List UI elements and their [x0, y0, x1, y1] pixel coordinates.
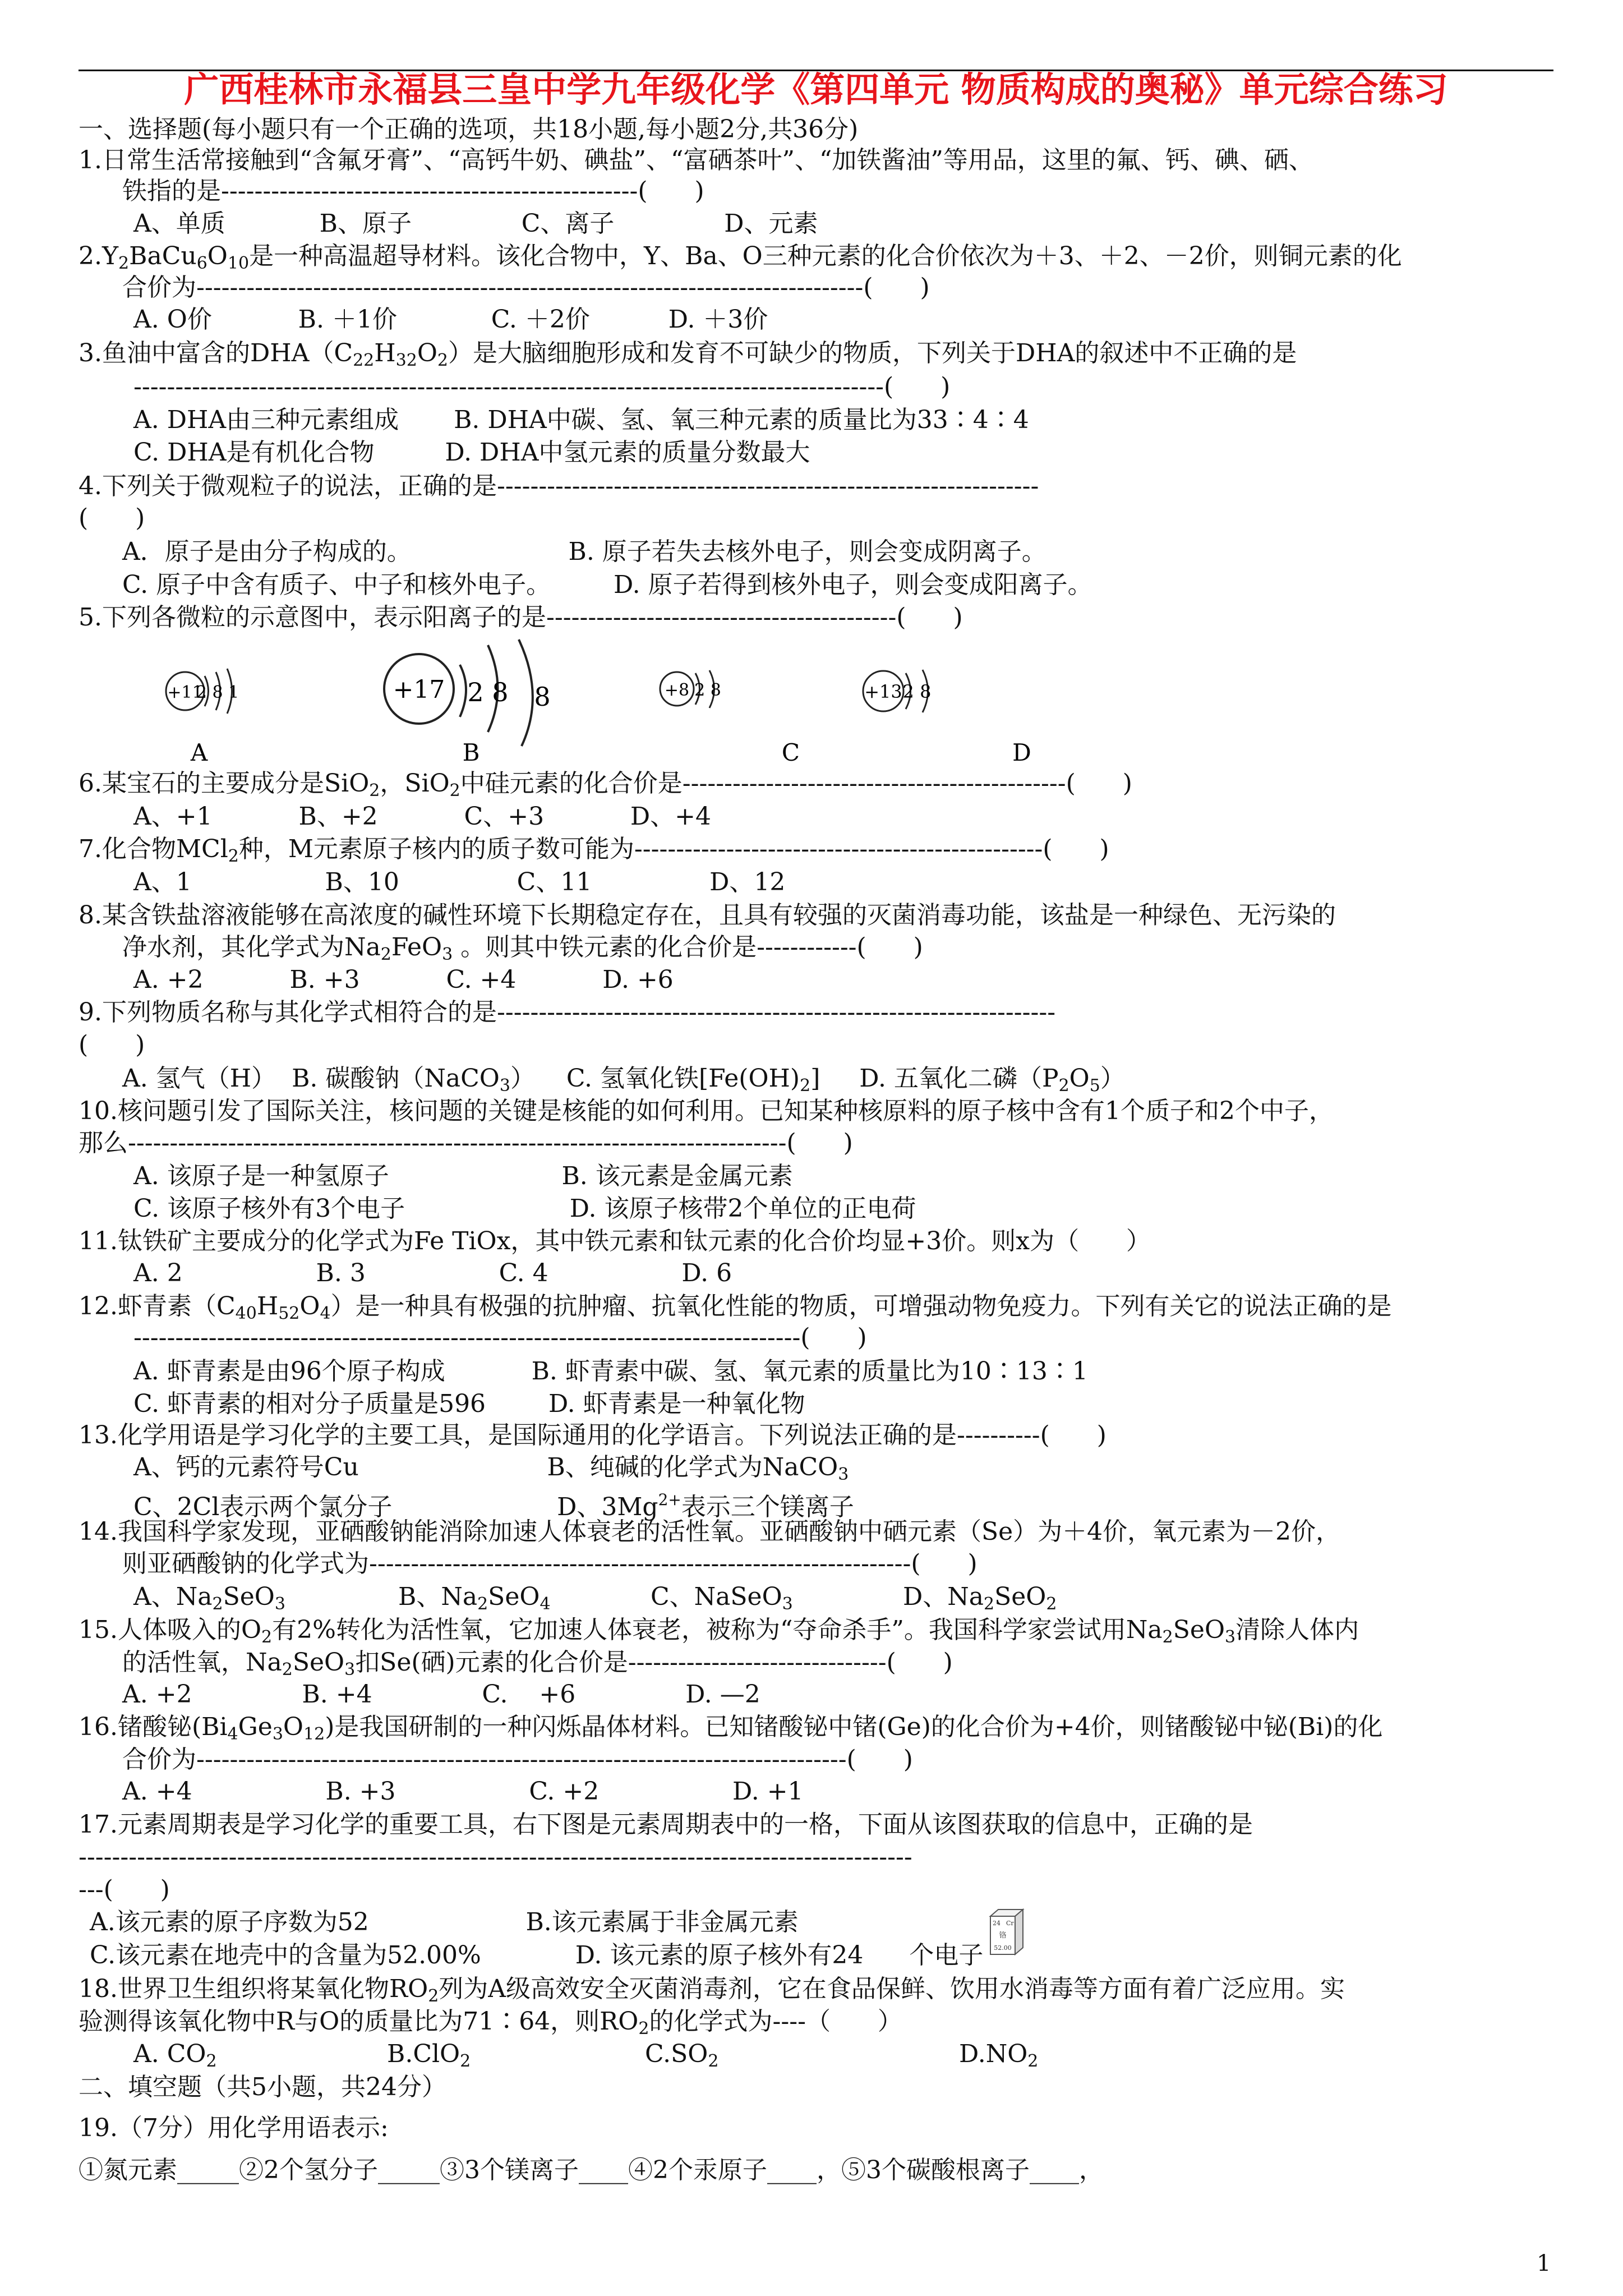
atom-d-nucleus: +13 [864, 681, 902, 702]
q16-stem: 16.锗酸铋$(Bi_4Ge_3O_{12})$是我国研制的一种闪烁晶体材料。已知锗酸铋中锗(Ge)的化合价为+4价，则锗酸铋中铋(Bi)的化 [79, 1713, 1383, 1744]
q9-stem-cont: ( ) [79, 1030, 145, 1059]
section-heading-choice: 一、选择题(每小题只有一个正确的选项，共18小题,每小题2分,共36分) [79, 115, 859, 144]
atom-a-shells: 2 8 1 [196, 683, 239, 702]
q11-stem: 11.钛铁矿主要成分的化学式为Fe TiOx，其中铁元素和钛元素的化合价均显+3价。则x为（ ） [79, 1227, 1151, 1255]
atom-diagram-a [166, 669, 239, 766]
q8-options: A. +2 B. +3 C. +4 D. +6 [133, 965, 674, 994]
q10-options-row1: A. 该原子是一种氢原子 B. 该元素是金属元素 [133, 1162, 793, 1190]
q15-stem-cont: 的活性氧，$Na_2SeO_3$扣Se(硒)元素的化合价是-------------------------------( ) [122, 1648, 953, 1680]
atom-d-shells: 2 8 [902, 681, 932, 702]
atom-b-shells: 2 8 [467, 677, 509, 707]
q6-options: A、+1 B、+2 C、+3 D、+4 [133, 802, 712, 831]
cell-name: 铬 [999, 1931, 1007, 1940]
q8-stem: 8.某含铁盐溶液能够在高浓度的碱性环境下长期稳定存在，且具有较强的灭菌消毒功能，该盐是一种绿色、无污染的 [79, 901, 1336, 930]
atom-diagram-d [863, 670, 1031, 766]
q3-stem-cont: ------------------------------------------------------------------------------------------( ) [133, 372, 951, 401]
periodic-table-cell [987, 1907, 1032, 1958]
q16-stem-cont: 合价为------------------------------------------------------------------------------( ) [122, 1745, 913, 1774]
title-rule [79, 70, 1553, 71]
q8-stem-cont: 净水剂，其化学式为$Na_2FeO_3$ 。则其中铁元素的化合价是------------( ) [122, 933, 923, 964]
q1-stem-cont: 铁指的是--------------------------------------------------( ) [122, 177, 704, 205]
q18-stem: 18.世界卫生组织将某氧化物$RO_2$列为A级高效安全灭菌消毒剂，它在食品保鲜、饮用水消毒等方面有着广泛应用。实 [79, 1975, 1345, 2006]
q7-options: A、1 B、10 C、11 D、12 [133, 868, 786, 896]
atom-b-outer-shell: 8 [534, 682, 551, 712]
q4-options-row2: C. 原子中含有质子、中子和核外电子。 D. 原子若得到核外电子，则会变成阳离子。 [122, 570, 1092, 599]
q12-options-row2: C. 虾青素的相对分子质量是596 D. 虾青素是一种氧化物 [133, 1389, 805, 1418]
q14-option-c: C、NaSeO$_3$ [651, 1582, 793, 1614]
q2-stem: $2.Y_2BaCu_6O_{10}$是一种高温超导材料。该化合物中，Y、Ba、O三种元素的化合价依次为＋3、＋2、－2价，则铜元素的化 [79, 242, 1402, 273]
q14-option-b: B、$Na_2SeO_4$ [398, 1582, 551, 1614]
q7-stem: 7.化合物MCl$_2$种，M元素原子核内的质子数可能为-------------------------------------------------( ) [79, 835, 1109, 866]
q12-stem: 12.虾青素$(C_{40}H_{52}O_4)$是一种具有极强的抗肿瘤、抗氧化性能的物质，可增强动物免疫力。下列有关它的说法正确的是 [79, 1292, 1392, 1323]
q2-options: A. O价 B. ＋1价 C. ＋2价 D. ＋3价 [133, 305, 768, 334]
q4-options-row1: A．原子是由分子构成的。 B. 原子若失去核外电子，则会变成阴离子。 [122, 537, 1046, 566]
q10-stem: 10.核问题引发了国际关注，核问题的关键是核能的如何利用。已知某种核原料的原子核中含有1个质子和2个中子， [79, 1097, 1334, 1125]
q6-stem: 6.某宝石的主要成分是SiO$_2$，SiO$_2$中硅元素的化合价是----------------------------------------------( ) [79, 769, 1132, 800]
q18-option-b: B.ClO$_2$ [387, 2040, 471, 2071]
cell-atomic-number: 24 [993, 1920, 1000, 1927]
q17-stem: 17.元素周期表是学习化学的重要工具，右下图是元素周期表中的一格，下面从该图获取的信息中，正确的是 [79, 1810, 1253, 1839]
q17-options-row1: A.该元素的原子序数为52 B.该元素属于非金属元素 [90, 1908, 799, 1936]
page-number: 1 [1537, 2251, 1551, 2276]
q14-option-d: D、$Na_2SeO_2$ [903, 1582, 1057, 1614]
q18-option-a: A. $CO_2$ [133, 2040, 217, 2071]
q17-stem-cont: ---------------------------------------------------------------------------------------------------- [79, 1843, 912, 1871]
atom-b-label: B [462, 739, 480, 766]
q12-stem-cont: --------------------------------------------------------------------------------( ) [133, 1323, 867, 1352]
q9-stem: 9.下列物质名称与其化学式相符合的是------------------------------------------------------------------- [79, 998, 1056, 1027]
q14-stem-cont: 则亚硒酸钠的化学式为-----------------------------------------------------------------( ) [122, 1549, 978, 1578]
q13-options-row1: A、钙的元素符号Cu B、纯碱的化学式为NaCO$_3$ [133, 1453, 849, 1484]
q3-options-row2: C. DHA是有机化合物 D. DHA中氢元素的质量分数最大 [133, 438, 810, 467]
q10-options-row2: C. 该原子核外有3个电子 D. 该原子核带2个单位的正电荷 [133, 1194, 916, 1223]
q11-options: A. 2 B. 3 C. 4 D. 6 [133, 1259, 732, 1287]
atom-c-nucleus: +8 [664, 680, 690, 700]
q2-stem-cont: 合价为--------------------------------------------------------------------------------( ) [122, 273, 930, 302]
cell-symbol: Cr [1006, 1920, 1014, 1927]
q19-blanks: ①氮元素_____②2个氢分子_____③3个镁离子____④2个汞原子____，⑤3个碳酸根离子____， [79, 2156, 1104, 2184]
q14-stem: 14.我国科学家发现，亚硒酸钠能消除加速人体衰老的活性氧。亚硒酸钠中硒元素（Se）为＋4价，氧元素为－2价， [79, 1517, 1341, 1546]
q15-options: A. +2 B. +4 C. +6 D. —2 [122, 1680, 760, 1709]
q15-stem: 15.人体吸入的$O_2$有2%转化为活性氧，它加速人体衰老，被称为“夺命杀手”。我国科学家尝试用$Na_2SeO_3$清除人体内 [79, 1616, 1359, 1647]
q12-options-row1: A. 虾青素是由96个原子构成 B. 虾青素中碳、氢、氧元素的质量比为10∶13∶1 [133, 1357, 1088, 1386]
q5-stem: 5.下列各微粒的示意图中，表示阳离子的是------------------------------------------( ) [79, 603, 963, 632]
section-heading-fill: 二、填空题（共5小题，共24分） [79, 2073, 446, 2101]
q18-stem-cont: 验测得该氧化物中R与O的质量比为71∶64，则$RO_2$的化学式为----（ ） [79, 2007, 902, 2039]
q10-stem-cont: 那么-------------------------------------------------------------------------------( ) [79, 1129, 853, 1157]
atom-c-label: C [781, 739, 800, 766]
q18-option-d: $D.NO_2$ [959, 2040, 1039, 2071]
cell-mass: 52.00 [994, 1944, 1012, 1952]
q13-stem: 13.化学用语是学习化学的主要工具，是国际通用的化学语言。下列说法正确的是----------( ) [79, 1421, 1106, 1450]
q14-option-a: A、$Na_2SeO_3$ [133, 1582, 285, 1614]
q4-stem-cont: ( ) [79, 504, 145, 532]
q18-option-c: $C.SO_2$ [645, 2040, 719, 2071]
q1-stem: 1.日常生活常接触到“含氟牙膏”、“高钙牛奶、碘盐”、“富硒茶叶”、“加铁酱油”等用品，这里的氟、钙、碘、硒、 [79, 146, 1313, 174]
q1-options: A、单质 B、原子 C、离子 D、元素 [133, 209, 818, 238]
q16-options: A. +4 B. +3 C. +2 D. +1 [122, 1777, 804, 1806]
q17-options-row2: C.该元素在地壳中的含量为52.00% D. 该元素的原子核外有24 个电子 [90, 1941, 984, 1970]
atom-a-nucleus: +11 [167, 683, 203, 702]
atom-diagrams [0, 634, 1623, 769]
atom-diagram-c [660, 670, 800, 766]
q17-stem-answer: ---( ) [79, 1875, 170, 1904]
q13-options-row2: C、2Cl表示两个氯分子 D、$3Mg^{2+}$表示三个镁离子 [133, 1490, 854, 1521]
q4-stem: 4.下列关于微观粒子的说法，正确的是----------------------------------------------------------------- [79, 472, 1039, 500]
q9-options: A. 氢气（H） B. 碳酸钠（NaCO$_3$） C. 氢氧化铁$[Fe(OH)_2]$ D. 五氧化二磷$(P_2O_5)$ [122, 1064, 1125, 1096]
atom-b-nucleus: +17 [393, 675, 445, 704]
q3-stem: 3.鱼油中富含的$DHA(C_{22}H_{32}O_2)$是大脑细胞形成和发育不可缺少的物质，下列关于DHA的叙述中不正确的是 [79, 339, 1297, 370]
atom-diagram-b [384, 639, 551, 766]
page-title: 广西桂林市永福县三皇中学九年级化学《第四单元 物质构成的奥秘》单元综合练习 [184, 69, 1448, 110]
atom-a-label: A [190, 739, 208, 766]
q19-stem: 19.（7分）用化学用语表示: [79, 2114, 389, 2142]
atom-c-shells: 2 8 [694, 680, 721, 700]
q3-options-row1: A. DHA由三种元素组成 B. DHA中碳、氢、氧三种元素的质量比为33∶4∶4 [133, 406, 1029, 434]
atom-d-label: D [1012, 739, 1031, 766]
